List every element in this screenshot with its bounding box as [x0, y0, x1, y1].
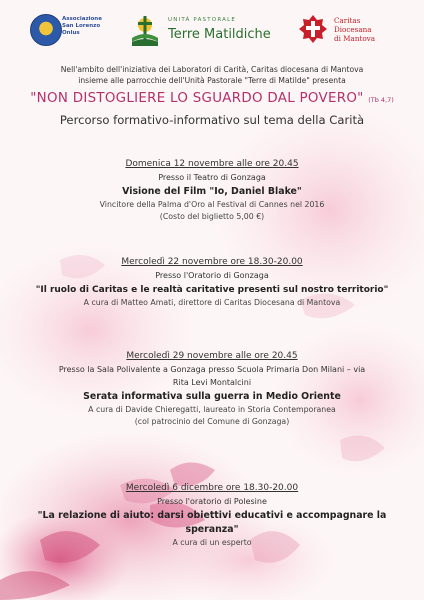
event-place: Presso l'oratorio di Polesine — [157, 497, 267, 506]
logo-right-line: Diocesana — [334, 25, 372, 34]
event-date: Mercoledì 6 dicembre ore 18.30-20.00 — [125, 483, 299, 493]
event-title: "La relazione di aiuto: darsi obiettivi educativi e accompagnare la — [37, 510, 387, 521]
event-note: (col patrocinio del Comune di Gonzaga) — [134, 417, 290, 426]
headline-text: "NON DISTOGLIERE LO SGUARDO DAL POVERO" — [30, 91, 364, 106]
logo-caritas — [298, 12, 408, 52]
logo-mid-small: UNITÀ PASTORALE — [168, 17, 237, 23]
event-1 — [8, 158, 416, 223]
intro-line: insieme alle parrocchie dell'Unità Pastorale "Terre di Matilde" presenta — [78, 76, 346, 85]
event-date: Mercoledì 29 novembre alle ore 20.45 — [126, 351, 298, 361]
intro-text — [10, 64, 414, 86]
subtitle: Percorso formativo-informativo sul tema della Carità — [59, 113, 365, 127]
unita-pastorale-mark-icon — [132, 14, 158, 46]
event-note: Vincitore della Palma d'Oro al Festival di Cannes nel 2016 — [99, 200, 325, 209]
event-date: Domenica 12 novembre alle ore 20.45 — [125, 159, 299, 169]
logo-associazione-san-lorenzo — [30, 12, 130, 52]
logo-right-line: di Mantova — [334, 34, 376, 43]
event-place: Presso il Teatro di Gonzaga — [158, 173, 266, 182]
intro-line: Nell'ambito dell'iniziativa dei Laboratori di Carità, Caritas diocesana di Mantova — [60, 65, 364, 74]
event-place: Rita Levi Montalcini — [172, 378, 252, 387]
logo-left-line: Onlus — [62, 30, 80, 36]
logo-unita-pastorale — [132, 12, 272, 52]
event-note: A cura di Matteo Amati, direttore di Caritas Diocesana di Mantova — [83, 298, 341, 307]
headline-reference: (Tb 4,7) — [368, 96, 394, 104]
event-3 — [8, 350, 416, 428]
event-date: Mercoledì 22 novembre ore 18.30-20.00 — [121, 257, 303, 267]
event-note: A cura di Davide Chieregatti, laureato in Storia Contemporanea — [88, 405, 336, 414]
logo-left-line: San Lorenzo — [62, 23, 101, 29]
caritas-cross-icon — [298, 14, 328, 44]
event-title: Serata informativa sulla guerra in Medio Oriente — [83, 391, 341, 402]
logo-right-line: Caritas — [334, 16, 361, 25]
logo-left-line: Associazione — [62, 16, 102, 22]
association-emblem-icon — [30, 14, 62, 46]
logo-mid-big: Terre Matildiche — [168, 27, 271, 42]
event-title: speranza" — [185, 524, 239, 535]
event-title: "Il ruolo di Caritas e le realtà caritative presenti sul nostro territorio" — [35, 285, 389, 295]
event-note: A cura di un esperto — [172, 538, 252, 547]
event-note: (Costo del biglietto 5,00 €) — [159, 212, 265, 221]
event-title: Visione del Film "Io, Daniel Blake" — [122, 186, 302, 197]
event-2 — [8, 256, 416, 309]
event-place: Presso l'Oratorio di Gonzaga — [155, 271, 269, 280]
event-place: Presso la Sala Polivalente a Gonzaga presso Scuola Primaria Don Milani – via — [58, 365, 366, 374]
headline — [8, 91, 416, 106]
event-4 — [8, 482, 416, 549]
